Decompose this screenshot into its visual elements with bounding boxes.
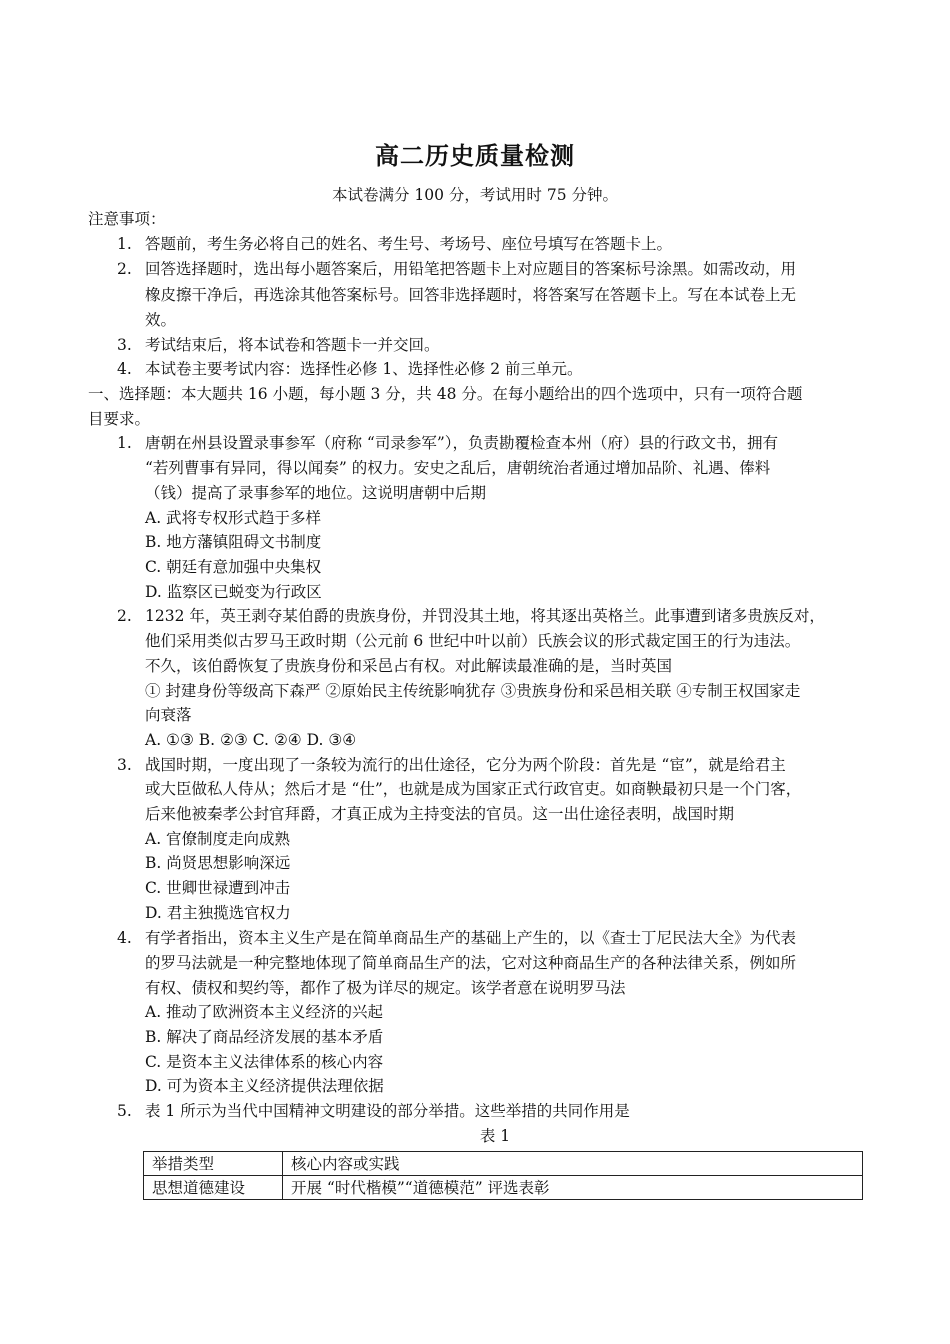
question-stem: 向衰落 [145,706,192,724]
question-stem: 有学者指出，资本主义生产是在简单商品生产的基础上产生的，以《查士丁尼民法大全》为代表 [145,929,797,947]
question-number: 1. [117,434,132,452]
notice-heading: 注意事项： [88,210,166,228]
section-heading: 一、选择题：本大题共 16 小题，每小题 3 分，共 48 分。在每小题给出的四个选项中，只有一项符合题 [88,385,803,403]
table-cell: 思想道德建设 [144,1176,283,1200]
question-number: 2. [117,607,132,625]
notice-item-number: 4. [117,360,132,378]
answer-option: A. 推动了欧洲资本主义经济的兴起 [145,1003,384,1021]
answer-option: B. 地方藩镇阻碍文书制度 [145,533,322,551]
table-caption: 表 1 [479,1127,511,1145]
notice-item-text: 橡皮擦干净后，再选涂其他答案标号。回答非选择题时，将答案写在答题卡上。写在本试卷上无 [145,286,797,304]
question-stem: 战国时期，一度出现了一条较为流行的出仕途径，它分为两个阶段：首先是 “宦”，就是给君主 [145,756,786,774]
notice-item-number: 1. [117,235,132,253]
table-cell: 核心内容或实践 [283,1152,863,1176]
answer-option: A. 武将专权形式趋于多样 [145,509,322,527]
question-stem: 唐朝在州县设置录事参军（府称 “司录参军”），负责勘覆检查本州（府）县的行政文书，拥有 [145,434,779,452]
question-number: 5. [117,1102,132,1120]
answer-option: D. 监察区已蜕变为行政区 [145,583,322,601]
question-number: 3. [117,756,132,774]
answer-option: D. 可为资本主义经济提供法理依据 [145,1077,384,1095]
measures-table [143,1151,863,1200]
question-stem: 表 1 所示为当代中国精神文明建设的部分举措。这些举措的共同作用是 [145,1102,630,1120]
exam-subtitle: 本试卷满分 100 分，考试用时 75 分钟。 [331,186,619,204]
answer-option: A. 官僚制度走向成熟 [145,830,291,848]
table-header-row [144,1152,863,1176]
question-number: 4. [117,929,132,947]
question-stem: “若列曹事有异同，得以闻奏” 的权力。安史之乱后，唐朝统治者通过增加品阶、礼遇、俸料 [145,459,771,477]
question-stem: 他们采用类似古罗马王政时期（公元前 6 世纪中叶以前）氏族会议的形式裁定国王的行为违法。 [145,632,801,650]
question-stem: ① 封建身份等级高下森严 ②原始民主传统影响犹存 ③贵族身份和采邑相关联 ④专制王权国家走 [145,682,801,700]
answer-option: B. 解决了商品经济发展的基本矛盾 [145,1028,384,1046]
notice-item-number: 2. [117,260,132,278]
question-stem: 不久，该伯爵恢复了贵族身份和采邑占有权。对此解读最准确的是，当时英国 [145,657,673,675]
page-title: 高二历史质量检测 [375,142,575,170]
table-cell: 举措类型 [144,1152,283,1176]
notice-item-text: 答题前，考生务必将自己的姓名、考生号、考场号、座位号填写在答题卡上。 [145,235,673,253]
question-stem: 或大臣做私人侍从；然后才是 “仕”，也就是成为国家正式行政官吏。如商鞅最初只是一个门客， [145,780,802,798]
notice-item-text: 回答选择题时，选出每小题答案后，用铅笔把答题卡上对应题目的答案标号涂黑。如需改动，用 [145,260,797,278]
answer-option: B. 尚贤思想影响深远 [145,854,291,872]
table-cell: 开展 “时代楷模”“道德模范” 评选表彰 [283,1176,863,1200]
answer-option: A. ①③ B. ②③ C. ②④ D. ③④ [145,731,357,749]
answer-option: C. 世卿世禄遭到冲击 [145,879,291,897]
answer-option: D. 君主独揽选官权力 [145,904,291,922]
answer-option: C. 朝廷有意加强中央集权 [145,558,322,576]
notice-item-text: 本试卷主要考试内容：选择性必修 1、选择性必修 2 前三单元。 [145,360,583,378]
question-stem: （钱）提高了录事参军的地位。这说明唐朝中后期 [145,484,487,502]
section-heading: 目要求。 [88,410,151,428]
answer-option: C. 是资本主义法律体系的核心内容 [145,1053,384,1071]
question-stem: 有权、债权和契约等，都作了极为详尽的规定。该学者意在说明罗马法 [145,979,626,997]
notice-item-text: 效。 [145,311,177,329]
notice-item-text: 考试结束后，将本试卷和答题卡一并交回。 [145,336,440,354]
notice-item-number: 3. [117,336,132,354]
question-stem: 后来他被秦孝公封官拜爵，才真正成为主持变法的官员。这一出仕途径表明，战国时期 [145,805,735,823]
question-stem: 的罗马法就是一种完整地体现了简单商品生产的法，它对这种商品生产的各种法律关系，例如所 [145,954,797,972]
table-row [144,1176,863,1200]
question-stem: 1232 年，英王剥夺某伯爵的贵族身份，并罚没其土地，将其逐出英格兰。此事遭到诸多贵族反对， [145,607,825,625]
